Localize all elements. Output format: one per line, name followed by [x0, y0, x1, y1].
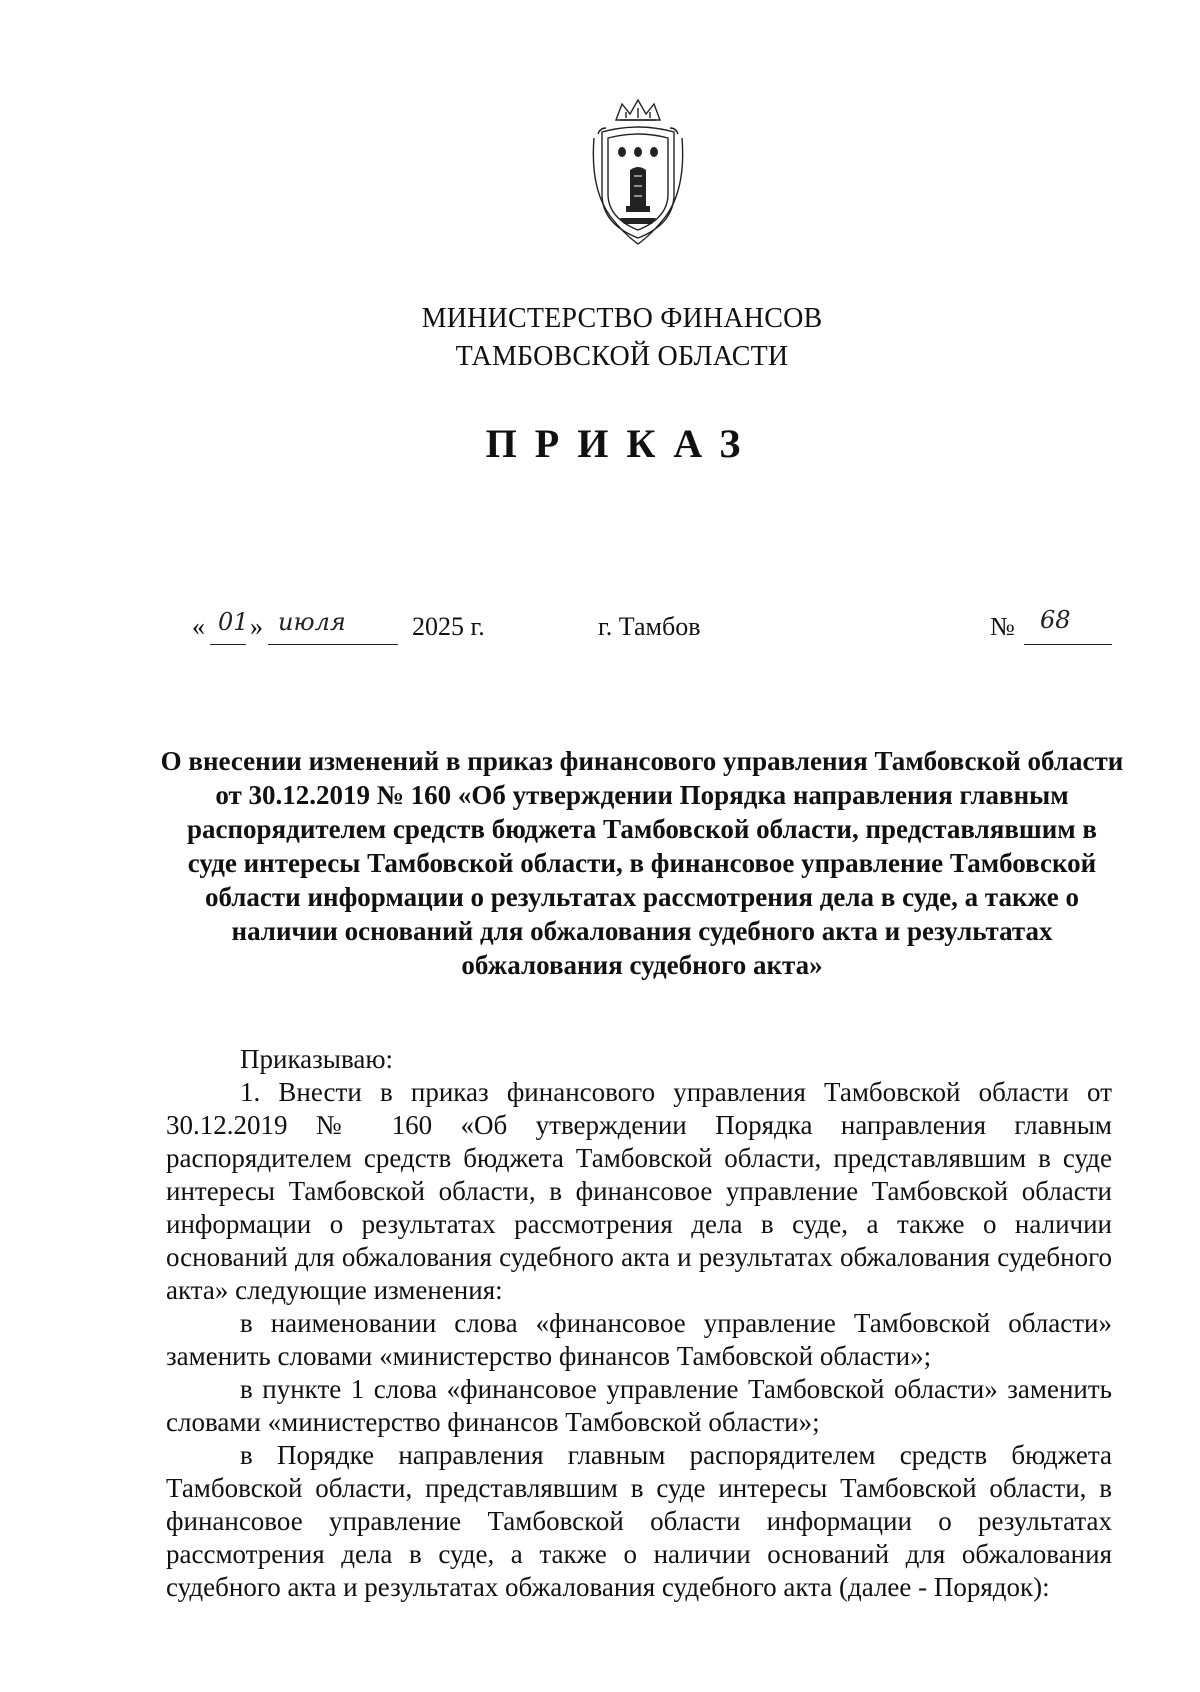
document-type-title: ПРИКАЗ	[485, 421, 759, 466]
quote-close: »	[250, 612, 263, 641]
coat-of-arms-icon	[586, 98, 691, 246]
body-paragraph-2: в наименовании слова «финансовое управление Тамбовской области» заменить словами «министерство финансов Тамбовской области»;	[166, 1308, 1112, 1371]
handwritten-day: 01	[218, 608, 249, 636]
day-underline	[210, 644, 246, 645]
body-paragraph-4: в Порядке направления главным распорядителем средств бюджета Тамбовской области, представлявшим в суде интересы Тамбовской области, в финансовое управление Тамбовской области информации о результатах рассмотрения дела в суде, а также о наличии оснований для обжалования судебного акта и результатах обжалования судебного акта (далее - Порядок):	[166, 1440, 1112, 1602]
quote-open: «	[192, 612, 205, 641]
date-number-row	[0, 606, 1200, 652]
number-underline	[1024, 644, 1112, 645]
year: 2025 г.	[412, 612, 485, 641]
ministry-line-2: ТАМБОВСКОЙ ОБЛАСТИ	[455, 341, 789, 372]
body-paragraph-3: в пункте 1 слова «финансовое управление Тамбовской области» заменить словами «министерство финансов Тамбовской области»;	[166, 1374, 1112, 1437]
document-subject: О внесении изменений в приказ финансового управления Тамбовской области от 30.12.2019 № 160 «Об утверждении Порядка направления главным распорядителем средств бюджета Тамбовской области, представлявшим в суде интересы Тамбовской области, в финансовое управление Тамбовской области информации о результатах рассмотрения дела в суде, а также о наличии оснований для обжалования судебного акта и результатах обжалования судебного акта»	[160, 746, 1124, 980]
ministry-line-1: МИНИСТЕРСТВО ФИНАНСОВ	[421, 303, 823, 334]
city: г. Тамбов	[598, 612, 701, 641]
number-label: №	[990, 612, 1015, 641]
handwritten-month: июля	[278, 608, 346, 636]
body-paragraph-1: 1. Внести в приказ финансового управления Тамбовской области от 30.12.2019 № 160 «Об утверждении Порядка направления главным распорядителем средств бюджета Тамбовской области, представлявшим в суде интересы Тамбовской области, в финансовое управление Тамбовской области информации о результатах рассмотрения дела в суде, а также о наличии оснований для обжалования судебного акта и результатах обжалования судебного акта» следующие изменения:	[166, 1077, 1112, 1305]
document-body	[166, 1043, 1112, 1604]
ministry-name	[0, 300, 1200, 376]
body-paragraph-0: Приказываю:	[240, 1044, 393, 1074]
month-underline	[268, 644, 398, 645]
handwritten-number: 68	[1040, 606, 1071, 634]
